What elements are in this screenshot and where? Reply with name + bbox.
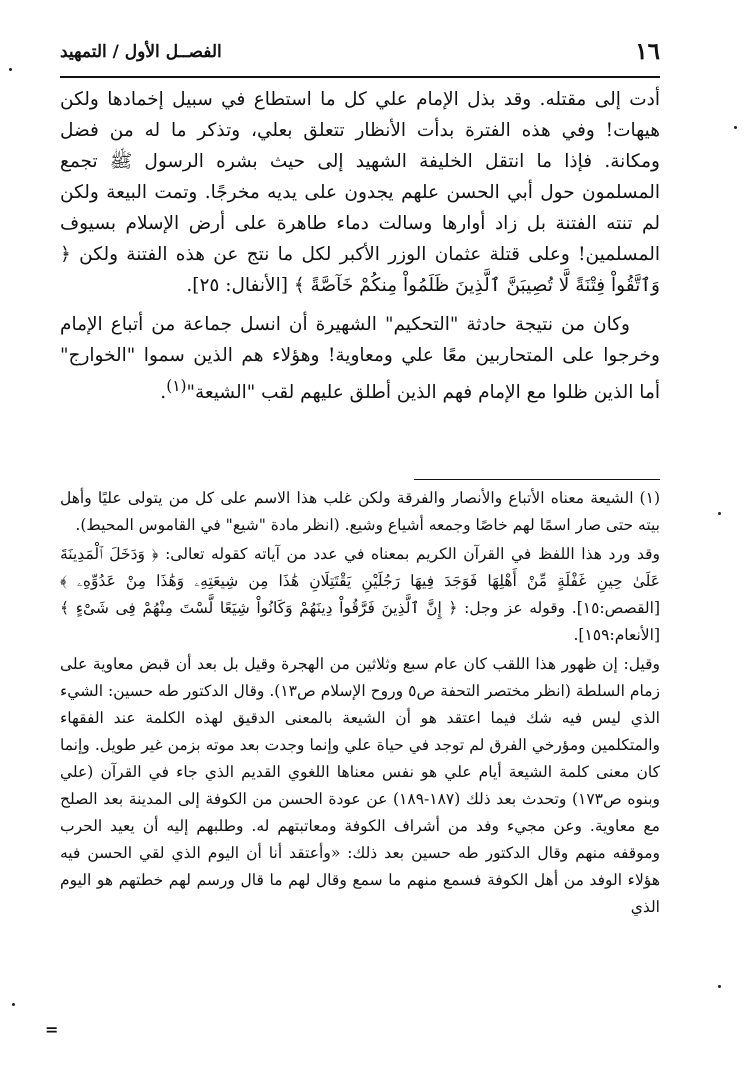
scan-speck — [734, 126, 737, 129]
footnote-separator — [414, 479, 660, 480]
chapter-title: الفصــل الأول / التمهيد — [60, 42, 222, 62]
quran-verse-anam: ﴿ إِنَّ ٱلَّذِينَ فَرَّقُواْ دِينَهُمْ وَكَانُواْ شِيَعًا لَّسْتَ مِنْهُمْ فِى شَىْءٍ ﴾ — [60, 599, 458, 617]
quran-verse-anfal: ﴿ وَٱتَّقُواْ فِتْنَةً لَّا تُصِيبَنَّ ٱلَّذِينَ ظَلَمُواْ مِنكُمْ خَآصَّةً ﴾ — [60, 244, 660, 296]
page-number: ١٦ — [635, 38, 660, 65]
paragraph-2-text: وكان من نتيجة حادثة "التحكيم" الشهيرة أن انسل جماعة من أتباع الإمام وخرجوا على المتحاربين معًا علي ومعاوية! وهؤلاء هم الذين سموا "الخوارج" أما الذين ظلوا مع الإمام فهم الذين أطلق عليهم لقب "الشيعة" — [60, 314, 660, 404]
quran-verse-qasas: ﴿ وَدَخَلَ ٱلْمَدِينَةَ عَلَىٰ حِينِ غَفْلَةٍ مِّنْ أَهْلِهَا فَوَجَدَ فِيهَا رَجُلَيْنِ يَقْتَتِلَانِ هَٰذَا مِن شِيعَتِهِۦ وَهَٰذَا مِنْ عَدُوِّهِۦ ﴾ — [60, 545, 660, 590]
paragraph-2 — [60, 309, 660, 408]
footnote-ref-marker[interactable]: (١) — [166, 377, 187, 395]
paragraph-2-end: . — [160, 382, 167, 404]
quran-reference-qasas: [القصص:١٥]. — [571, 599, 660, 617]
footnote-history-text: وقيل: إن ظهور هذا اللقب كان عام سبع وثلاثين من الهجرة وقيل بل بعد أن قبض معاوية على زمام السلطة (انظر مختصر التحفة ص٥ وروح الإسلام ص١٣). وقال الدكتور طه حسين: الشيء الذي ليس فيه شك فيما اعتقد هو أن الشيعة بالمعنى الدقيق لهذه الكلمة عند الفقهاء والمتكلمين ومؤرخي الفرق لم توجد في حياة علي وإنما وجدت بعد موته بزمن غير طويل. وإنما كان معنى كلمة الشيعة أيام علي هو نفس معناها اللغوي القديم الذي جاء في القرآن (علي وبنوه ص١٧٣) وتحدث بعد ذلك (١٨٧-١٨٩) عن عودة الحسن من الكوفة إلى المدينة بعد الصلح مع معاوية. وعن مجيء وفد من أشراف الكوفة ومعاتبتهم له. وطلبهم إليه أن يعيد الحرب وموقفه منهم وقال الدكتور طه حسين بعد ذلك: «وأعتقد أنا أن اليوم الذي لقي الحسن فيه هؤلاء الوفد من أهل الكوفة فسمع منهم ما سمع وقال لهم ما قال ورسم لهم خطتهم هو اليوم الذي — [60, 655, 660, 916]
scan-speck — [9, 68, 12, 71]
footnote-1 — [60, 485, 660, 539]
quran-reference-anam: [الأنعام:١٥٩]. — [573, 626, 660, 644]
footnote-1-quran-paragraph — [60, 541, 660, 649]
footnote-quran-lead: وقد ورد هذا اللفظ في القرآن الكريم بمعناه في عدد من آياته كقوله تعالى: — [165, 545, 660, 563]
scan-speck — [718, 512, 721, 515]
header-rule — [60, 76, 660, 78]
paragraph-1 — [60, 84, 660, 301]
scan-speck — [12, 1003, 15, 1006]
page-header — [60, 38, 660, 72]
footnotes — [60, 485, 660, 923]
footnote-marker: (١) — [639, 489, 660, 507]
footnote-1-text: الشيعة معناه الأتباع والأنصار والفرقة ولكن غلب هذا الاسم على كل من يتولى عليًا وأهل بيته حتى صار اسمًا لهم خاصًا وجمعه أشياع وشيع. (انظر مادة "شيع" في القاموس المحيط). — [60, 489, 660, 534]
footnote-quran-mid: وقوله عز وجل: — [464, 599, 566, 617]
scan-speck — [718, 985, 721, 988]
main-text — [60, 84, 660, 408]
footnote-1-history-paragraph — [60, 651, 660, 921]
paragraph-1-text: أدت إلى مقتله. وقد بذل الإمام علي كل ما استطاع في سبيل إخمادها ولكن هيهات! وفي هذه الفترة بدأت الأنظار تتعلق بعلي، وتذكر ما له من فضل ومكانة. فإذا ما انتقل الخليفة الشهيد إلى حيث بشره الرسول ﷺ تجمع المسلمون حول أبي الحسن علهم يجدون على يديه مخرجًا. وتمت البيعة ولكن لم تنته الفتنة بل زاد أوارها وسالت دماء طاهرة على أرض الإسلام بسيوف المسلمين! وعلى قتلة عثمان الوزر الأكبر لكل ما نتج عن هذه الفتنة ولكن — [60, 89, 660, 265]
quran-reference-anfal: [الأنفال: ٢٥]. — [186, 275, 288, 296]
continuation-mark: = — [45, 1020, 59, 1039]
